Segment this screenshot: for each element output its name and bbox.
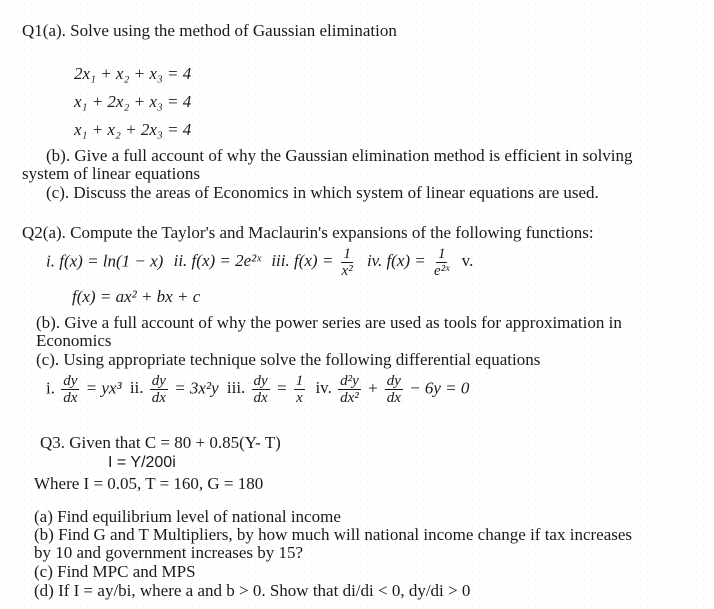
- q1-equation-2: x₁ + 2x₂ + x₃ = 4: [74, 92, 192, 111]
- de4-second-derivative: [338, 373, 361, 406]
- de1-label: i.: [46, 378, 55, 398]
- q2-function-4-prefix: iv. f(x) =: [366, 251, 426, 271]
- q3-part-c: (c) Find MPC and MPS: [34, 562, 196, 581]
- de1-rhs: = yx³: [85, 378, 122, 398]
- fraction-denominator: dx: [386, 390, 401, 406]
- q2-function-3-prefix: iii. f(x) =: [271, 251, 334, 271]
- q2-function-3-fraction: [340, 246, 355, 279]
- q3-part-a: (a) Find equilibrium level of national income: [34, 507, 341, 526]
- fraction-denominator: e²ˣ: [434, 263, 450, 279]
- q3-part-b-line2: by 10 and government increases by 15?: [34, 543, 304, 562]
- q1-heading: Q1(a). Solve using the method of Gaussian elimination: [22, 21, 397, 40]
- q2-function-4-fraction: [432, 246, 451, 279]
- q1-part-b-line2: system of linear equations: [22, 164, 200, 183]
- q3-given-values: Where I = 0.05, T = 160, G = 180: [34, 474, 264, 493]
- de4-plus: +: [366, 378, 379, 398]
- q2-part-b-line1: (b). Give a full account of why the power series are used as tools for approximation in: [36, 313, 622, 332]
- de3-label: iii.: [226, 378, 246, 398]
- fraction-denominator: x: [296, 390, 303, 406]
- q2-part-b-line2: Economics: [36, 331, 112, 350]
- de2-rhs: = 3x²y: [174, 378, 219, 398]
- fraction-numerator: 1: [343, 246, 351, 262]
- de4-first-derivative: [385, 373, 403, 406]
- q3-part-d: (d) If I = ay/bi, where a and b > 0. Show that di/di < 0, dy/di > 0: [34, 581, 471, 600]
- de4-rhs: − 6y = 0: [409, 378, 470, 398]
- fraction-numerator: 1: [295, 373, 304, 389]
- q1-equation-3: x₁ + x₂ + 2x₃ = 4: [74, 120, 192, 139]
- fraction-denominator: dx: [151, 390, 166, 406]
- de2-derivative: [150, 373, 168, 406]
- q2-heading: Q2(a). Compute the Taylor's and Maclaurin's expansions of the following functions:: [22, 223, 594, 242]
- fraction-denominator: dx: [253, 390, 268, 406]
- fraction-denominator: dx²: [340, 390, 359, 406]
- q2-function-1: i. f(x) = ln(1 − x): [46, 251, 164, 271]
- q2-function-2: ii. f(x) = 2e²ˣ: [173, 251, 262, 271]
- q2-function-5-label: v.: [461, 251, 474, 271]
- fraction-numerator: d²y: [340, 373, 359, 389]
- q3-given-consumption: Q3. Given that C = 80 + 0.85(Y- T): [40, 433, 281, 452]
- de2-label: ii.: [129, 378, 144, 398]
- fraction-denominator: dx: [63, 390, 78, 406]
- q3-part-b-line1: (b) Find G and T Multipliers, by how much will national income change if tax increases: [34, 525, 633, 544]
- de3-equals: =: [275, 378, 288, 398]
- de1-derivative: [61, 373, 79, 406]
- de3-derivative: [252, 373, 270, 406]
- fraction-numerator: dy: [253, 373, 268, 389]
- q1-equation-1: 2x₁ + x₂ + x₃ = 4: [74, 64, 192, 83]
- fraction-numerator: dy: [63, 373, 78, 389]
- q2-part-c-heading: (c). Using appropriate technique solve the following differential equations: [36, 350, 541, 369]
- q3-given-investment: I = Y/200i: [108, 454, 176, 471]
- q1-part-b-line1: (b). Give a full account of why the Gaussian elimination method is efficient in solving: [46, 146, 633, 165]
- q2-function-5: f(x) = ax² + bx + c: [72, 287, 201, 306]
- fraction-denominator: x²: [341, 263, 353, 279]
- q2-functions-row: [46, 246, 473, 279]
- fraction-numerator: dy: [151, 373, 166, 389]
- de3-rhs-fraction: [294, 373, 306, 406]
- de4-label: iv.: [315, 378, 332, 398]
- q2-differential-equations-row: [46, 373, 469, 406]
- fraction-numerator: dy: [386, 373, 401, 389]
- fraction-numerator: 1: [437, 246, 446, 262]
- q1-part-c: (c). Discuss the areas of Economics in which system of linear equations are used.: [46, 183, 599, 202]
